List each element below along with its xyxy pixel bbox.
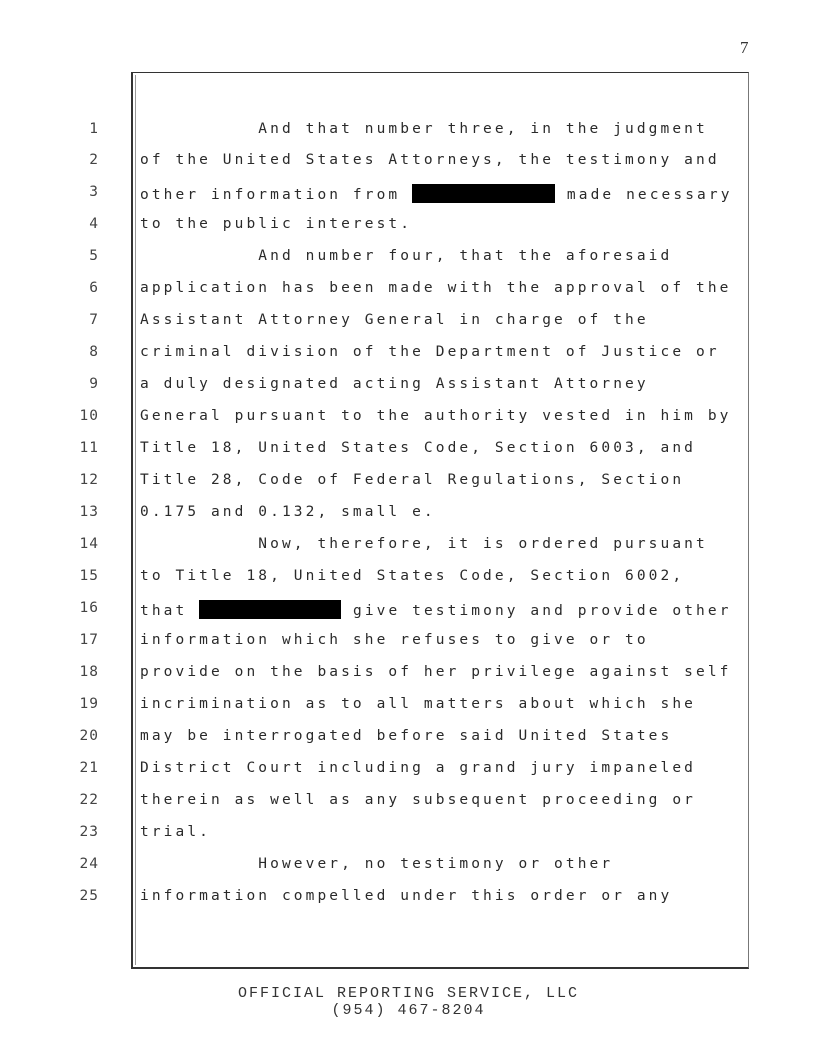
transcript-line: to Title 18, United States Code, Section 6002, [140, 568, 685, 584]
transcript-line: General pursuant to the authority vested in him by [140, 408, 732, 424]
line-number: 3 [89, 184, 99, 200]
transcript-line: may be interrogated before said United States [140, 728, 673, 744]
line-text-before-redaction: that [140, 603, 200, 619]
line-number: 15 [79, 568, 99, 584]
line-text-before-redaction: other information from [140, 187, 413, 203]
line-number: 24 [79, 856, 99, 872]
transcript-line: trial. [140, 824, 211, 840]
line-number: 14 [79, 536, 99, 552]
transcript-line: incrimination as to all matters about which she [140, 696, 696, 712]
transcript-line: information compelled under this order or any [140, 888, 673, 904]
transcript-line: Now, therefore, it is ordered pursuant [140, 536, 708, 552]
line-number: 25 [79, 888, 99, 904]
transcript-line: Assistant Attorney General in charge of the [140, 312, 649, 328]
line-number: 8 [89, 344, 99, 360]
footer-company: OFFICIAL REPORTING SERVICE, LLC [237, 985, 580, 1002]
transcript-line: Title 18, United States Code, Section 6003, and [140, 440, 696, 456]
line-number: 6 [89, 280, 99, 296]
transcript-line: District Court including a grand jury impaneled [140, 760, 696, 776]
frame-inner-rule [135, 75, 136, 965]
line-number: 20 [79, 728, 99, 744]
transcript-line: to the public interest. [140, 216, 413, 232]
line-number: 10 [79, 408, 99, 424]
transcript-line: therein as well as any subsequent proceeding or [140, 792, 696, 808]
line-number: 4 [89, 216, 99, 232]
transcript-line: information which she refuses to give or to [140, 632, 649, 648]
transcript-line: However, no testimony or other [140, 856, 614, 872]
transcript-line: of the United States Attorneys, the testimony and [140, 152, 720, 168]
transcript-line: And number four, that the aforesaid [140, 248, 673, 264]
line-number: 9 [89, 376, 99, 392]
line-text-after-redaction: give testimony and provide other [341, 603, 732, 619]
line-text-after-redaction: made necessary [555, 187, 733, 203]
line-number: 23 [79, 824, 99, 840]
line-number: 13 [79, 504, 99, 520]
redaction-bar [199, 600, 341, 619]
line-number: 1 [89, 121, 99, 137]
line-number: 17 [79, 632, 99, 648]
line-number: 16 [79, 600, 99, 616]
line-number: 18 [79, 664, 99, 680]
line-number: 21 [79, 760, 99, 776]
transcript-line: a duly designated acting Assistant Attorney [140, 376, 649, 392]
transcript-line: application has been made with the approval of the [140, 280, 732, 296]
footer [0, 985, 817, 1019]
redaction-bar [412, 184, 555, 203]
transcript-line: And that number three, in the judgment [140, 121, 708, 137]
line-number: 2 [89, 152, 99, 168]
page-number: 7 [740, 38, 749, 57]
line-number: 7 [89, 312, 99, 328]
transcript-line: provide on the basis of her privilege against self [140, 664, 732, 680]
line-number: 19 [79, 696, 99, 712]
footer-phone: (954) 467-8204 [331, 1002, 486, 1019]
transcript-line: Title 28, Code of Federal Regulations, Section [140, 472, 685, 488]
line-number: 5 [89, 248, 99, 264]
transcript-line [140, 600, 746, 619]
transcript-line: 0.175 and 0.132, small e. [140, 504, 436, 520]
line-number: 12 [79, 472, 99, 488]
line-number: 11 [79, 440, 99, 456]
transcript-line [140, 184, 746, 203]
transcript-line: criminal division of the Department of Justice or [140, 344, 720, 360]
line-number: 22 [79, 792, 99, 808]
